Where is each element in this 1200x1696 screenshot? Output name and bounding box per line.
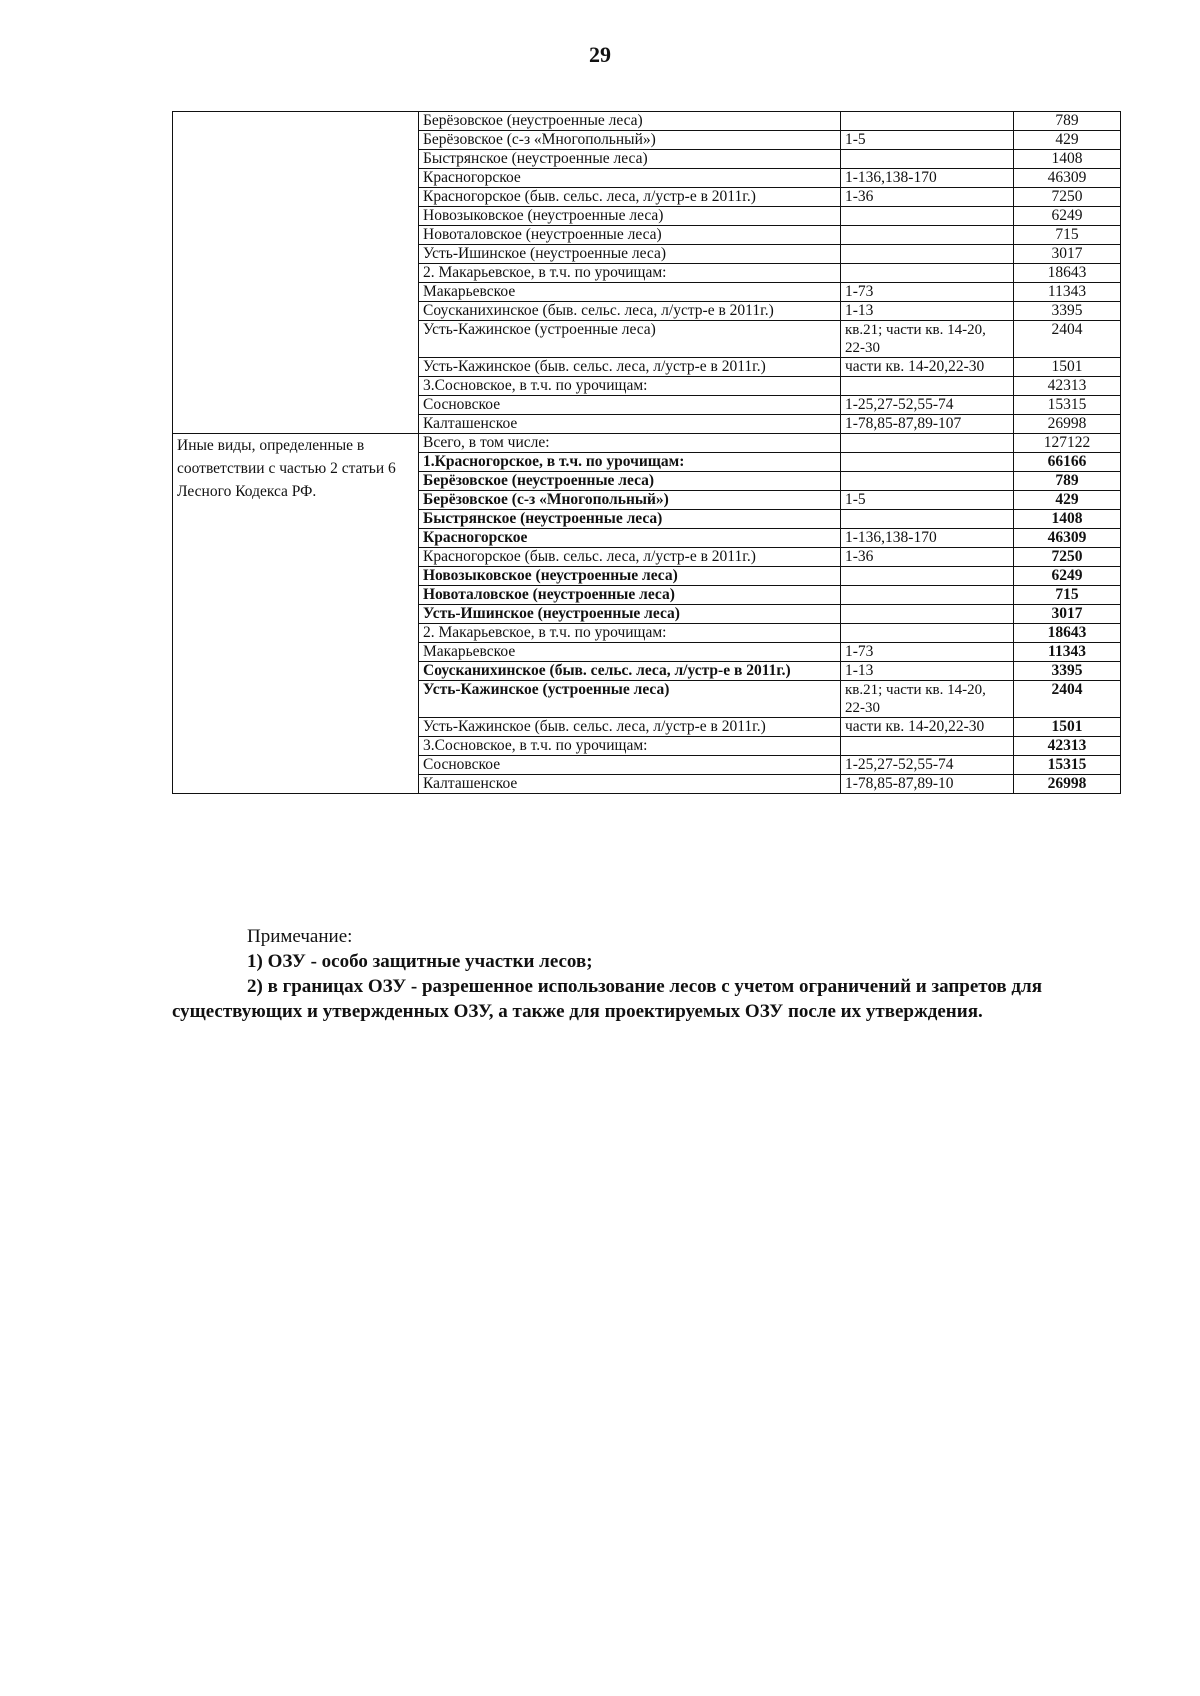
hectares-cell: 15315 <box>1014 396 1121 415</box>
note-item-1: 1) ОЗУ - особо защитные участки лесов; <box>247 951 593 972</box>
area-cell: Берёзовское (с-з «Многопольный») <box>419 131 841 150</box>
hectares-cell: 18643 <box>1014 624 1121 643</box>
category-cell: Иные виды, определенные в соответствии с частью 2 статьи 6 Лесного Кодекса РФ. <box>173 434 419 794</box>
quarters-cell <box>841 453 1014 472</box>
quarters-cell: 1-5 <box>841 131 1014 150</box>
quarters-cell: 1-5 <box>841 491 1014 510</box>
area-cell: Усть-Ишинское (неустроенные леса) <box>419 245 841 264</box>
quarters-cell: 1-36 <box>841 188 1014 207</box>
hectares-cell: 1408 <box>1014 150 1121 169</box>
area-cell: Калташенское <box>419 415 841 434</box>
area-cell: 3.Сосновское, в т.ч. по урочищам: <box>419 377 841 396</box>
area-cell: Берёзовское (неустроенные леса) <box>419 112 841 131</box>
area-cell: Усть-Кажинское (быв. сельс. леса, л/устр-е в 2011г.) <box>419 718 841 737</box>
area-cell: Быстрянское (неустроенные леса) <box>419 510 841 529</box>
hectares-cell: 429 <box>1014 131 1121 150</box>
hectares-cell: 2404 <box>1014 321 1121 358</box>
area-cell: Макарьевское <box>419 283 841 302</box>
notes-section <box>172 924 1120 1024</box>
hectares-cell: 789 <box>1014 112 1121 131</box>
hectares-cell: 7250 <box>1014 548 1121 567</box>
hectares-cell: 6249 <box>1014 567 1121 586</box>
area-cell: Соусканихинское (быв. сельс. леса, л/устр-е в 2011г.) <box>419 662 841 681</box>
area-cell: Новозыковское (неустроенные леса) <box>419 567 841 586</box>
hectares-cell: 3017 <box>1014 245 1121 264</box>
hectares-cell: 11343 <box>1014 283 1121 302</box>
area-cell: Берёзовское (неустроенные леса) <box>419 472 841 491</box>
area-cell: Красногорское <box>419 529 841 548</box>
quarters-cell <box>841 150 1014 169</box>
hectares-cell: 6249 <box>1014 207 1121 226</box>
area-cell: Усть-Кажинское (устроенные леса) <box>419 681 841 718</box>
quarters-cell: 1-73 <box>841 283 1014 302</box>
hectares-cell: 429 <box>1014 491 1121 510</box>
quarters-cell: кв.21; части кв. 14-20, 22-30 <box>841 681 1014 718</box>
note-item-2-continuation: существующих и утвержденных ОЗУ, а также для проектируемых ОЗУ после их утверждения. <box>172 1001 983 1022</box>
quarters-cell <box>841 586 1014 605</box>
quarters-cell: 1-13 <box>841 662 1014 681</box>
quarters-cell: 1-25,27-52,55-74 <box>841 396 1014 415</box>
quarters-cell <box>841 245 1014 264</box>
quarters-cell <box>841 472 1014 491</box>
notes-title: Примечание: <box>247 926 353 947</box>
area-cell: 1.Красногорское, в т.ч. по урочищам: <box>419 453 841 472</box>
area-cell: Соусканихинское (быв. сельс. леса, л/устр-е в 2011г.) <box>419 302 841 321</box>
area-cell: Калташенское <box>419 775 841 794</box>
hectares-cell: 18643 <box>1014 264 1121 283</box>
hectares-cell: 3395 <box>1014 302 1121 321</box>
page-number: 29 <box>589 42 611 67</box>
hectares-cell: 715 <box>1014 586 1121 605</box>
quarters-cell <box>841 737 1014 756</box>
hectares-cell: 15315 <box>1014 756 1121 775</box>
quarters-cell: 1-136,138-170 <box>841 529 1014 548</box>
hectares-cell: 127122 <box>1014 434 1121 453</box>
area-cell: 2. Макарьевское, в т.ч. по урочищам: <box>419 264 841 283</box>
quarters-cell <box>841 567 1014 586</box>
area-cell: Быстрянское (неустроенные леса) <box>419 150 841 169</box>
quarters-cell: 1-25,27-52,55-74 <box>841 756 1014 775</box>
quarters-cell: 1-36 <box>841 548 1014 567</box>
hectares-cell: 26998 <box>1014 775 1121 794</box>
forest-protection-table <box>172 111 1121 794</box>
area-cell: 3.Сосновское, в т.ч. по урочищам: <box>419 737 841 756</box>
area-cell: Новоталовское (неустроенные леса) <box>419 226 841 245</box>
quarters-cell: части кв. 14-20,22-30 <box>841 718 1014 737</box>
area-cell: Усть-Кажинское (быв. сельс. леса, л/устр-е в 2011г.) <box>419 358 841 377</box>
hectares-cell: 3017 <box>1014 605 1121 624</box>
quarters-cell: 1-78,85-87,89-107 <box>841 415 1014 434</box>
area-cell: Сосновское <box>419 396 841 415</box>
area-cell: Усть-Ишинское (неустроенные леса) <box>419 605 841 624</box>
area-cell: Сосновское <box>419 756 841 775</box>
quarters-cell <box>841 207 1014 226</box>
hectares-cell: 46309 <box>1014 169 1121 188</box>
table-row <box>173 112 1121 131</box>
area-cell: Красногорское (быв. сельс. леса, л/устр-е в 2011г.) <box>419 188 841 207</box>
hectares-cell: 42313 <box>1014 377 1121 396</box>
quarters-cell: кв.21; части кв. 14-20, 22-30 <box>841 321 1014 358</box>
area-cell: Усть-Кажинское (устроенные леса) <box>419 321 841 358</box>
quarters-cell <box>841 226 1014 245</box>
area-cell: Берёзовское (с-з «Многопольный») <box>419 491 841 510</box>
quarters-cell <box>841 605 1014 624</box>
hectares-cell: 715 <box>1014 226 1121 245</box>
quarters-cell: 1-73 <box>841 643 1014 662</box>
hectares-cell: 11343 <box>1014 643 1121 662</box>
area-cell: Красногорское (быв. сельс. леса, л/устр-е в 2011г.) <box>419 548 841 567</box>
area-cell: Красногорское <box>419 169 841 188</box>
hectares-cell: 2404 <box>1014 681 1121 718</box>
hectares-cell: 789 <box>1014 472 1121 491</box>
hectares-cell: 1408 <box>1014 510 1121 529</box>
quarters-cell: 1-136,138-170 <box>841 169 1014 188</box>
category-cell-continued <box>173 112 419 434</box>
quarters-cell <box>841 264 1014 283</box>
quarters-cell: части кв. 14-20,22-30 <box>841 358 1014 377</box>
hectares-cell: 46309 <box>1014 529 1121 548</box>
area-cell: Макарьевское <box>419 643 841 662</box>
area-cell: 2. Макарьевское, в т.ч. по урочищам: <box>419 624 841 643</box>
quarters-cell <box>841 112 1014 131</box>
quarters-cell: 1-78,85-87,89-10 <box>841 775 1014 794</box>
hectares-cell: 1501 <box>1014 718 1121 737</box>
quarters-cell <box>841 434 1014 453</box>
quarters-cell <box>841 377 1014 396</box>
hectares-cell: 42313 <box>1014 737 1121 756</box>
hectares-cell: 3395 <box>1014 662 1121 681</box>
hectares-cell: 66166 <box>1014 453 1121 472</box>
area-cell: Всего, в том числе: <box>419 434 841 453</box>
quarters-cell <box>841 510 1014 529</box>
quarters-cell <box>841 624 1014 643</box>
note-item-2: 2) в границах ОЗУ - разрешенное использование лесов с учетом ограничений и запретов для <box>247 976 1042 997</box>
table-row <box>173 434 1121 453</box>
quarters-cell: 1-13 <box>841 302 1014 321</box>
area-cell: Новозыковское (неустроенные леса) <box>419 207 841 226</box>
hectares-cell: 26998 <box>1014 415 1121 434</box>
area-cell: Новоталовское (неустроенные леса) <box>419 586 841 605</box>
hectares-cell: 7250 <box>1014 188 1121 207</box>
hectares-cell: 1501 <box>1014 358 1121 377</box>
